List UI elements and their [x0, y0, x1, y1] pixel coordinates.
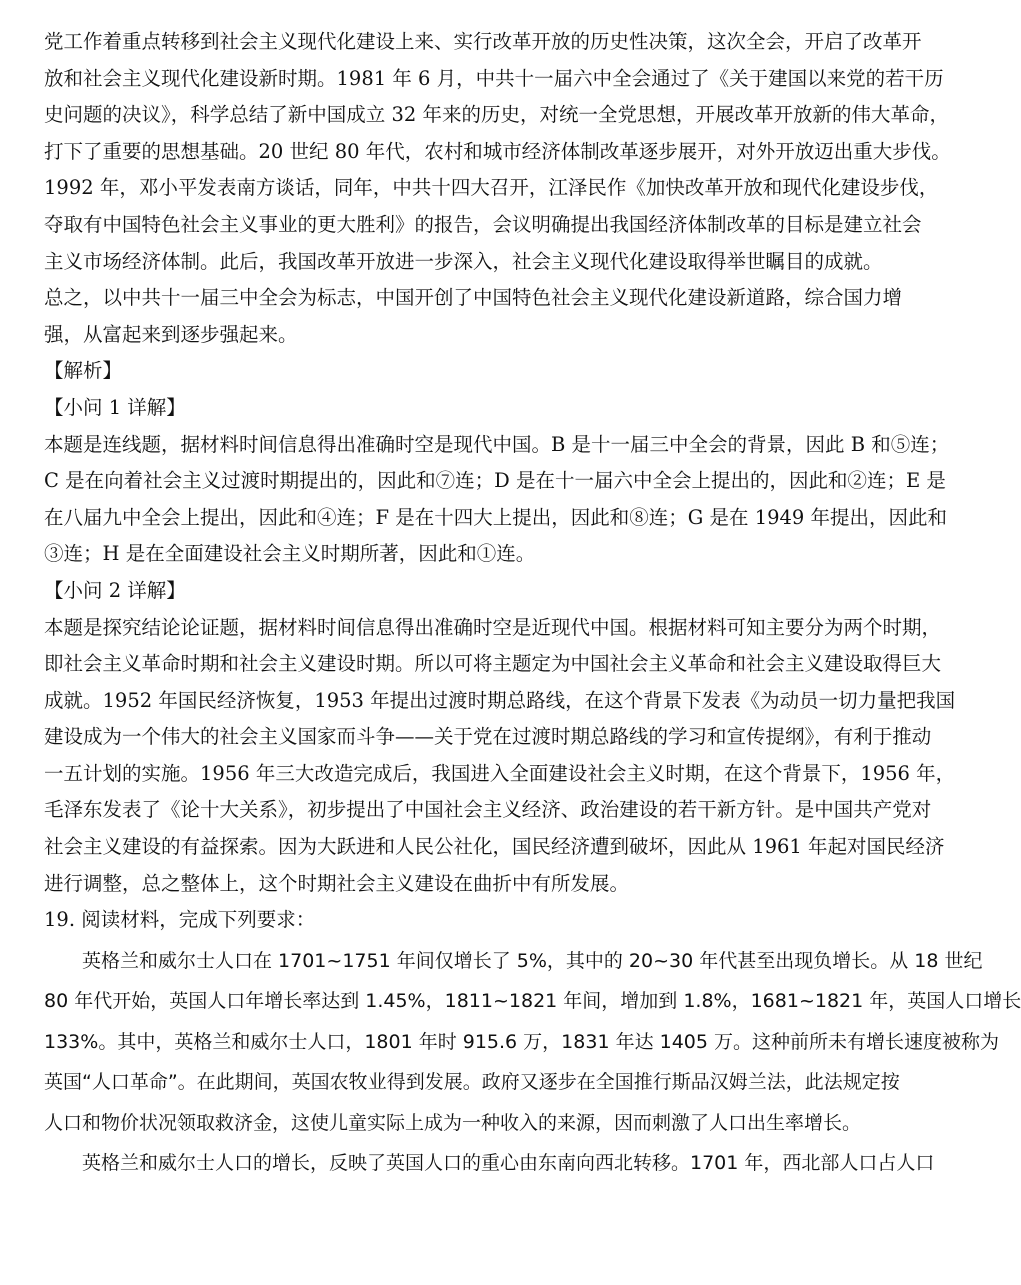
- question-2-heading: 【小问 2 详解】: [44, 578, 186, 602]
- text-line: 强，从富起来到逐步强起来。: [44, 322, 298, 346]
- text-line: 本题是探究结论论证题，据材料时间信息得出准确时空是近现代中国。根据材料可知主要分为两个时期，: [44, 615, 942, 639]
- text-line: 本题是连线题，据材料时间信息得出准确时空是现代中国。B 是十一届三中全会的背景，因此 B 和⑤连；: [44, 432, 950, 456]
- text-line: 史问题的决议》，科学总结了新中国成立 32 年来的历史，对统一全党思想，开展改革开放新的伟大革命，: [44, 103, 949, 127]
- text-line: 总之，以中共十一届三中全会为标志，中国开创了中国特色社会主义现代化建设新道路，综合国力增: [44, 286, 903, 310]
- text-line: ③连；H 是在全面建设社会主义时期所著，因此和①连。: [44, 542, 536, 566]
- text-line: 成就。1952 年国民经济恢复，1953 年提出过渡时期总路线，在这个背景下发表《为动员一切力量把我国: [44, 688, 956, 712]
- text-line: 在八届九中全会上提出，因此和④连；F 是在十四大上提出，因此和⑧连；G 是在 1949 年提出，因此和: [44, 505, 948, 529]
- question-19-heading: 19. 阅读材料，完成下列要求：: [44, 908, 316, 932]
- text-line: 主义市场经济体制。此后，我国改革开放进一步深入，社会主义现代化建设取得举世瞩目的成就。: [44, 249, 883, 273]
- paragraph-summary: [44, 280, 903, 353]
- text-line: 即社会主义革命时期和社会主义建设时期。所以可将主题定为中国社会主义革命和社会主义建设取得巨大: [44, 652, 942, 676]
- question-1-heading: 【小问 1 详解】: [44, 395, 186, 419]
- text-line: 建设成为一个伟大的社会主义国家而斗争——关于党在过渡时期总路线的学习和宣传提纲》，有利于推动: [44, 725, 932, 749]
- text-line: 放和社会主义现代化建设新时期。1981 年 6 月，中共十一届六中全会通过了《关于建国以来党的若干历: [44, 66, 944, 90]
- text-line: 打下了重要的思想基础。20 世纪 80 年代，农村和城市经济体制改革逐步展开，对外开放迈出重大步伐。: [44, 139, 951, 163]
- material-line: 人口和物价状况领取救济金，这使儿童实际上成为一种收入的来源，因而刺激了人口出生率增长。: [44, 1111, 862, 1134]
- material-line: 英格兰和威尔士人口在 1701~1751 年间仅增长了 5%，其中的 20~30 年代甚至出现负增长。从 18 世纪: [82, 949, 983, 972]
- question-1-explanation: [44, 427, 950, 573]
- text-line: 毛泽东发表了《论十大关系》，初步提出了中国社会主义经济、政治建设的若干新方针。是中国共产党对: [44, 798, 932, 822]
- material-paragraph-2: [44, 1143, 935, 1184]
- material-line: 英格兰和威尔士人口的增长，反映了英国人口的重心由东南向西北转移。1701 年，西北部人口占人口: [82, 1152, 935, 1175]
- material-paragraph-1: [44, 941, 1021, 1144]
- text-line: 进行调整，总之整体上，这个时期社会主义建设在曲折中有所发展。: [44, 871, 630, 895]
- text-line: C 是在向着社会主义过渡时期提出的，因此和⑦连；D 是在十一届六中全会上提出的，因此和②连；E 是: [44, 469, 946, 493]
- document-page: [44, 24, 1021, 1184]
- question-2-explanation: [44, 610, 956, 903]
- paragraph-reform-opening: [44, 24, 951, 280]
- material-line: 80 年代开始，英国人口年增长率达到 1.45%，1811~1821 年间，增加到 1.8%，1681~1821 年，英国人口增长: [44, 990, 1021, 1013]
- material-line: 英国“人口革命”。在此期间，英国农牧业得到发展。政府又逐步在全国推行斯品汉姆兰法，此法规定按: [44, 1071, 900, 1094]
- text-line: 夺取有中国特色社会主义事业的更大胜利》的报告，会议明确提出我国经济体制改革的目标是建立社会: [44, 212, 922, 236]
- text-line: 一五计划的实施。1956 年三大改造完成后，我国进入全面建设社会主义时期，在这个背景下，1956 年，: [44, 761, 956, 785]
- text-line: 社会主义建设的有益探索。因为大跃进和人民公社化，国民经济遭到破坏，因此从 1961 年起对国民经济: [44, 835, 945, 859]
- analysis-heading: 【解析】: [44, 359, 123, 383]
- text-line: 1992 年，邓小平发表南方谈话，同年，中共十四大召开，江泽民作《加快改革开放和现代化建设步伐，: [44, 176, 939, 200]
- text-line: 党工作着重点转移到社会主义现代化建设上来、实行改革开放的历史性决策，这次全会，开启了改革开: [44, 30, 922, 53]
- material-line: 133%。其中，英格兰和威尔士人口，1801 年时 915.6 万，1831 年达 1405 万。这种前所未有增长速度被称为: [44, 1030, 1000, 1053]
